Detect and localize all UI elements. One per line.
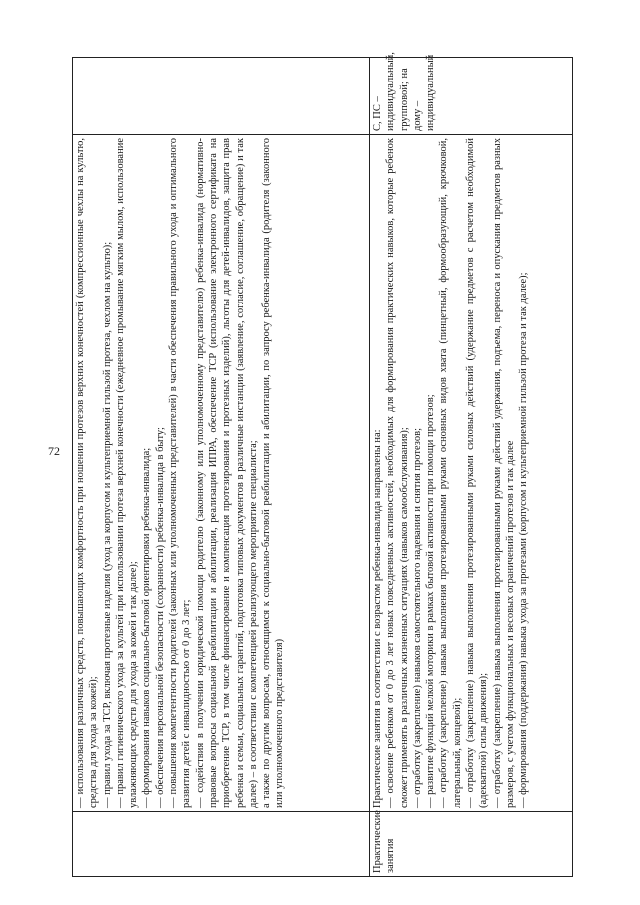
row2-content xyxy=(370,135,573,812)
row1-content xyxy=(73,135,370,812)
list-item: — обеспечения персональной безопасности (сохранности) ребенка-инвалида в быту; xyxy=(154,427,166,808)
list-item: — отработку (закрепление) навыков самостоятельного надевания и снятия протезов; xyxy=(411,428,423,808)
page-number: 72 xyxy=(48,444,60,458)
list-item: — отработку (закрепление) навыка выполнения протезированными руками действий удержания, подъема, переноса и опускания предметов разных размеров, с учетом функциональных и весовых ограничений протезов и так далее xyxy=(491,138,516,808)
list-item: — формирования (поддержания) навыка ухода за протезами (корпусом и культеприемной гильзой протеза и так далее); xyxy=(518,272,530,808)
row1-col3 xyxy=(73,58,370,135)
list-item: — повышения компетентности родителей (законных или уполномоченных представителей) в части обеспечения правильного ухода и оптимального развития детей с инвалидностью от 0 до 3 лет; xyxy=(168,138,193,808)
list-item: — отработку (закрепление) навыка выполнения протезированными руками основных видов хвата (пинцетный, формообразующий, крючковой, латеральный, концевой); xyxy=(438,138,463,808)
row2-section-label: Практические занятия xyxy=(370,812,573,877)
table-row xyxy=(73,58,370,877)
list-item: — правил ухода за ТСР, включая протезные изделия (уход за корпусом и культеприемной гильзой протеза, чехлом на культю); xyxy=(101,241,113,808)
row2-form-of-service: С, ПС – индивидуальный, групповой; на дому – индивидуальный xyxy=(370,58,573,135)
list-item: — развитие функций мелкой моторики в рамках бытовой активности при помощи протезов; xyxy=(425,394,437,808)
rehabilitation-table xyxy=(72,52,573,877)
row1-col1 xyxy=(73,812,370,877)
list-item: — формирования навыков социально-бытовой ориентировки ребенка-инвалида; xyxy=(141,447,153,808)
rotated-page-content xyxy=(72,52,573,877)
table-row xyxy=(370,58,573,877)
list-item: — содействия в получении юридической помощи родителю (законному или уполномоченному представителю) ребенка-инвалида (нормативно-правовые вопросы социальной реабилитации и абилитации, реализация ИПРА, обеспечение ТСР (использование электронного сертификата на приобретение ТСР, в том числе финансирование и компенсация протезирования и протезных изделий), льготы для детей-инвалидов, защита прав ребенка и семьи, социальных гарантий, подготовка типовых документов в различные инстанции (заявление, согласие, соглашение, обращение) и так далее) – в соответствии с компетенцией реализующего мероприятие специалиста; xyxy=(194,138,259,808)
list-item: — правил гигиенического ухода за культей при использовании протеза верхней конечности (ежедневное промывание мягким мылом, использование увлажняющих средств для ухода за кожей и так далее); xyxy=(114,138,140,808)
list-item: Практические занятия в соответствии с возрастом ребенка-инвалида направлены на: xyxy=(372,429,383,808)
list-item: — освоение ребенком от 0 до 3 лет новых повседневных активностей, необходимых для формирования практических навыков, которые ребенок сможет применять в различных жизненных ситуациях (навыков самообслуживания); xyxy=(385,138,410,808)
list-item: — отработку (закрепление) навыка выполнения протезированными руками силовых действий (удержание предметов с расчетом необходимой (адекватной) силы движения); xyxy=(465,138,490,808)
list-item: — использования различных средств, повышающих комфортность при ношении протезов верхних конечностей (компрессионные чехлы на культю, средства для ухода за кожей); xyxy=(75,138,100,808)
list-item: а также по другим вопросам, относящимся к социально-бытовой реабилитации и абилитации, по запросу ребенка-инвалида (родителя (законного или уполномоченного представителя) xyxy=(261,138,286,808)
